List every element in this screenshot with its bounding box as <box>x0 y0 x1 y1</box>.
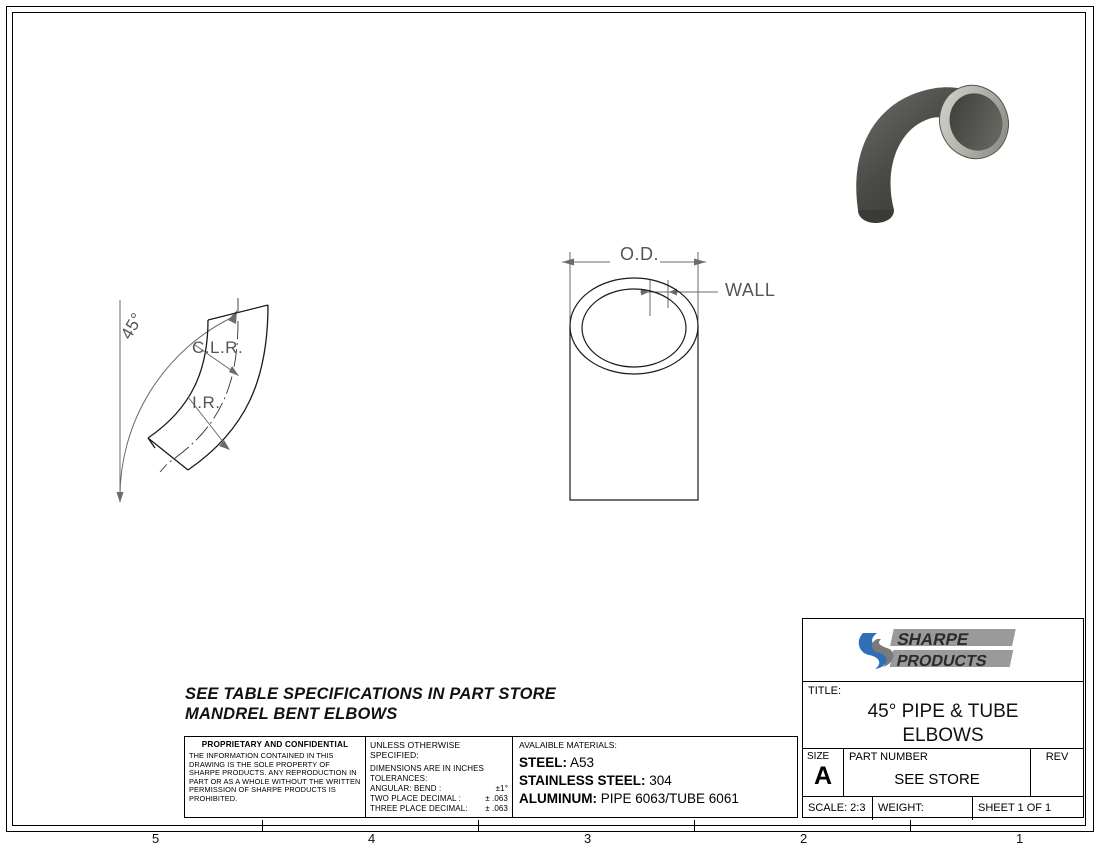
sheet-field: SHEET 1 OF 1 <box>978 802 1052 814</box>
material-label: STAINLESS STEEL: <box>519 773 646 788</box>
svg-text:PRODUCTS: PRODUCTS <box>895 652 989 670</box>
od-arrow-left-icon <box>562 259 574 266</box>
zone-tick <box>478 820 479 832</box>
material-row <box>519 772 791 790</box>
sharpe-products-logo-icon <box>853 623 1033 677</box>
size-field <box>803 749 844 796</box>
size-value: A <box>813 762 833 790</box>
elbow-bottom-face-1 <box>148 438 188 470</box>
zone-tick <box>694 820 695 832</box>
tolerance-value: ± .063 <box>485 804 508 813</box>
notes-line-1: SEE TABLE SPECIFICATIONS IN PART STORE <box>185 685 556 703</box>
ir-label: I.R. <box>192 393 221 412</box>
materials-heading: AVALAIBLE MATERIALS: <box>519 740 617 750</box>
dimensions-line: DIMENSIONS ARE IN INCHES <box>370 764 484 773</box>
zone-label-4: 4 <box>368 831 376 846</box>
company-logo <box>803 619 1083 682</box>
od-arrow-right-icon <box>694 259 706 266</box>
title-line-1: 45° PIPE & TUBE <box>867 701 1019 722</box>
proprietary-text: THE INFORMATION CONTAINED IN THIS DRAWING IS THE SOLE PROPERTY OF SHARPE PRODUCTS. ANY REPRODUCTION IN PART OR AS A WHOLE WITHOUT THE WRITTEN PERMISSION OF SHARPE PRODUCTS IS PROHIBITED. <box>189 751 361 803</box>
unless-heading: UNLESS OTHERWISE SPECIFIED: <box>370 740 461 760</box>
rev-caption: REV <box>1045 751 1069 763</box>
zone-label-5: 5 <box>152 831 160 846</box>
zone-tick <box>910 820 911 832</box>
materials-cell <box>513 737 797 817</box>
material-value: A53 <box>570 755 595 770</box>
notes-line-2: MANDREL BENT ELBOWS <box>185 705 398 723</box>
tube-inner-ellipse <box>582 289 686 367</box>
svg-text:SHARPE: SHARPE <box>895 629 971 649</box>
weight-field: WEIGHT: <box>873 797 973 820</box>
material-label: ALUMINUM: <box>519 791 597 806</box>
angle-label: 45° <box>117 309 148 343</box>
title-block-row-identity <box>803 749 1083 797</box>
title-line-2: ELBOWS <box>902 725 984 746</box>
part-number-value: SEE STORE <box>894 771 980 788</box>
tolerance-row <box>370 804 508 814</box>
material-value: 304 <box>649 773 672 788</box>
zone-tick <box>262 820 263 832</box>
tube-body-outline <box>570 326 698 500</box>
ir-arrow-icon <box>219 440 230 450</box>
rev-field <box>1031 749 1083 796</box>
size-caption: SIZE <box>807 751 830 762</box>
zone-label-3: 3 <box>584 831 592 846</box>
tolerance-row <box>370 784 508 794</box>
title-block-row-footer <box>803 797 1083 820</box>
material-row <box>519 790 791 808</box>
wall-label: WALL <box>725 280 776 300</box>
material-value: PIPE 6063/TUBE 6061 <box>600 791 739 806</box>
isometric-elbow-model <box>840 60 1070 260</box>
tolerance-value: ±1° <box>495 784 508 793</box>
title-value <box>803 700 1083 748</box>
tolerance-row <box>370 794 508 804</box>
specification-table <box>184 736 798 818</box>
tolerances-line: TOLERANCES: <box>370 774 428 783</box>
title-caption: TITLE: <box>808 685 842 697</box>
arrow-down-icon <box>117 492 124 503</box>
tolerance-label: THREE PLACE DECIMAL: <box>370 804 468 813</box>
title-block <box>802 618 1084 818</box>
tolerance-value: ± .063 <box>485 794 508 803</box>
scale-field: SCALE: 2:3 <box>803 797 873 820</box>
tolerance-label: ANGULAR: BEND : <box>370 784 442 793</box>
material-row <box>519 754 791 772</box>
elbow-profile-view <box>60 180 480 540</box>
tube-outer-ellipse <box>570 278 698 374</box>
part-number-field <box>844 749 1031 796</box>
end-view <box>540 230 830 530</box>
od-label: O.D. <box>620 244 660 264</box>
arrow-up-icon <box>228 310 237 324</box>
proprietary-heading: PROPRIETARY AND CONFIDENTIAL <box>201 740 349 749</box>
tolerances-cell <box>366 737 513 817</box>
clr-label: C.L.R. <box>192 338 244 357</box>
proprietary-cell <box>185 737 366 817</box>
elbow-outer-wall <box>188 305 268 470</box>
material-label: STEEL: <box>519 755 568 770</box>
model-bottom-face <box>858 210 894 223</box>
title-field <box>803 682 1083 749</box>
zone-label-2: 2 <box>800 831 808 846</box>
part-number-caption: PART NUMBER <box>849 751 928 763</box>
zone-label-1: 1 <box>1016 831 1024 846</box>
drawing-notes <box>185 684 785 724</box>
clr-arrow-icon <box>229 366 239 376</box>
tolerance-label: TWO PLACE DECIMAL : <box>370 794 461 803</box>
